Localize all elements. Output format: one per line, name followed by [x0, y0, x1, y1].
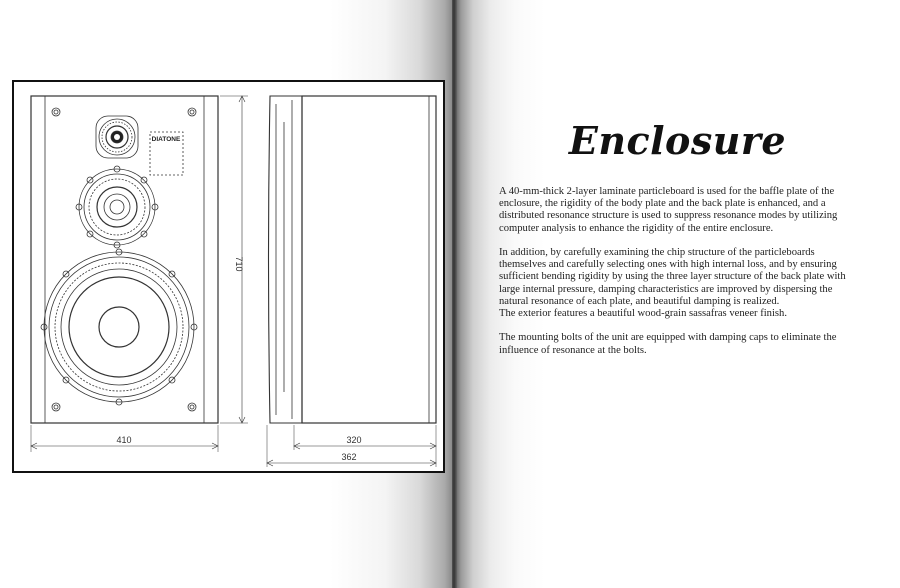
woofer-driver-icon — [41, 249, 197, 405]
paragraph-mounting-bolts: The mounting bolts of the unit are equipped with damping caps to eliminate the influence of resonance at the bolts. — [499, 332, 837, 356]
side-depth-dimension — [294, 425, 436, 467]
book-gutter — [452, 0, 457, 588]
front-width-label: 410 — [116, 435, 132, 445]
overall-depth-label: 362 — [341, 452, 357, 462]
paragraph-exterior: The exterior features a beautiful wood-grain sassafras veneer finish. — [499, 308, 787, 320]
paragraph-particleboard: In addition, by carefully examining the chip structure of the particleboards themselves and carefully selecting ones with high internal loss, and by ensuring sufficient bending rigidity by using the three layer structure of the back plate with large internal pressure, damping characteristics are improved by dispersing the natural resonance of each plate, and beautiful damping is realized. — [499, 247, 846, 307]
body-text — [499, 186, 859, 357]
speaker-drawing-svg — [14, 82, 443, 471]
speaker-technical-drawing — [12, 80, 445, 473]
front-width-dimension — [31, 425, 218, 452]
brand-label: DIATONE — [151, 136, 181, 143]
side-depth-label: 320 — [346, 435, 362, 445]
front-view — [31, 96, 218, 423]
height-dimension — [220, 96, 248, 423]
page-title: Enclosure — [568, 118, 787, 163]
tweeter-icon — [96, 116, 138, 158]
height-dimension-label: 710 — [234, 256, 244, 272]
paragraph-baffle: A 40-mm-thick 2-layer laminate particleboard is used for the baffle plate of the enclosure, the rigidity of the body plate and the back plate is enhanced, and a distributed resonance structure is used to suppress resonance modes by utilizing computer analysis to enhance the rigidity of the entire enclosure. — [499, 186, 838, 234]
midrange-driver-icon — [76, 166, 158, 248]
side-view — [269, 96, 437, 423]
